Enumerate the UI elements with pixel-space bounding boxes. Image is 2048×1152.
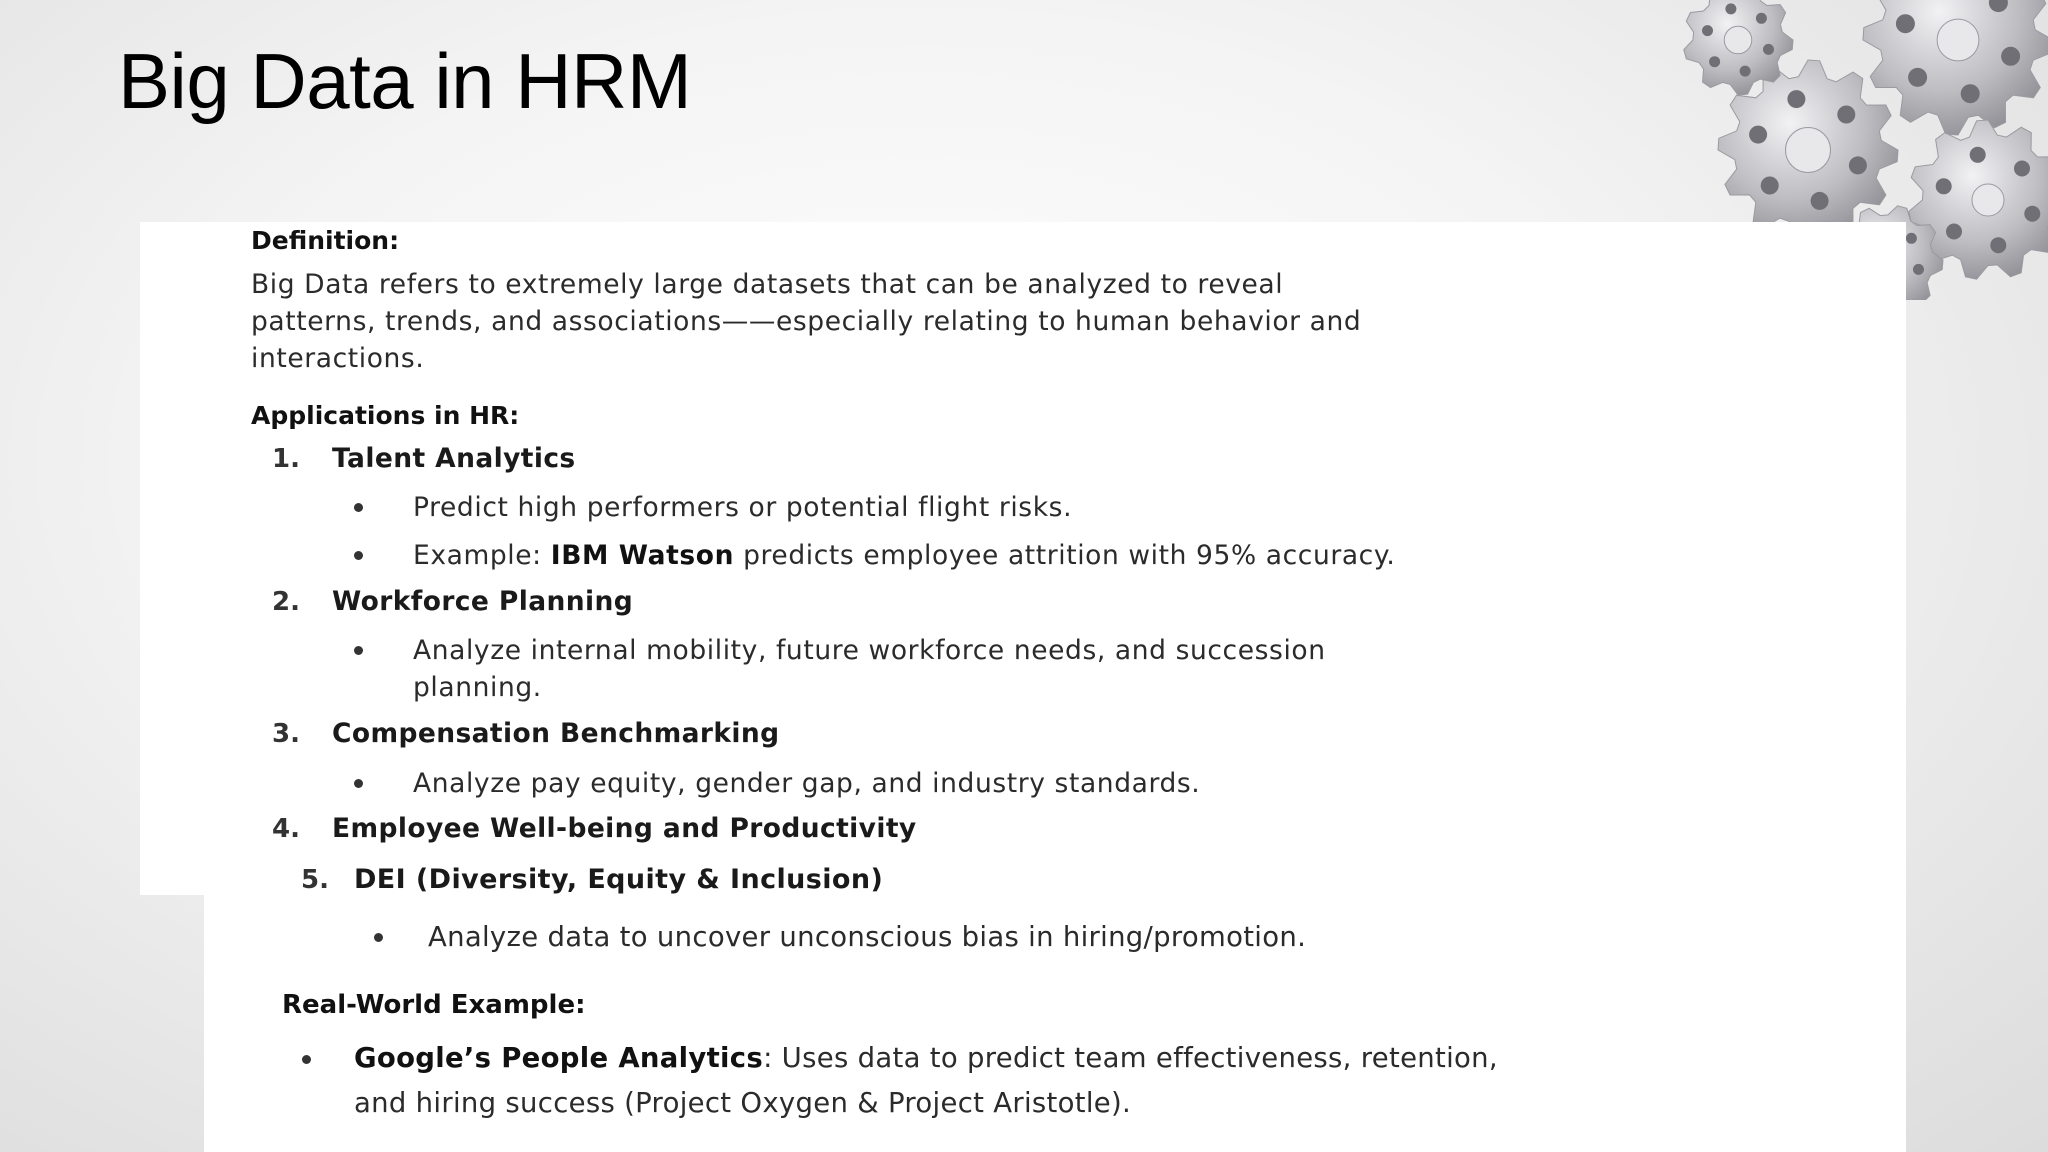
real-world-line-1	[354, 1042, 1498, 1074]
list-number-3: 3.	[272, 719, 300, 749]
gear-detail-icon	[1946, 224, 1962, 240]
gear-hole-icon	[1786, 128, 1831, 173]
ibm-watson-label: IBM Watson	[550, 540, 735, 571]
gear-detail-icon	[1970, 147, 1986, 163]
list-item-continuation: planning.	[413, 672, 542, 703]
gear-detail-icon	[1908, 68, 1927, 87]
bullet-icon	[354, 646, 363, 655]
slide-title: Big Data in HRM	[118, 37, 692, 125]
definition-line-3: interactions.	[251, 343, 425, 374]
list-number-4: 4.	[272, 814, 300, 844]
real-world-line-2: and hiring success (Project Oxygen & Project Aristotle).	[354, 1087, 1132, 1119]
gear-detail-icon	[1913, 264, 1924, 275]
bullet-icon	[354, 551, 363, 560]
applications-heading: Applications in HR:	[251, 401, 520, 430]
gear-detail-icon	[1837, 106, 1855, 124]
gear-detail-icon	[1749, 126, 1767, 144]
list-item: Predict high performers or potential flight risks.	[413, 492, 1073, 523]
gear-hole-icon	[1972, 184, 2004, 216]
gear-detail-icon	[1709, 56, 1720, 67]
gear-detail-icon	[1811, 192, 1829, 210]
list-item: Analyze internal mobility, future workforce needs, and succession	[413, 635, 1326, 666]
list-number-1: 1.	[272, 444, 300, 474]
bullet-icon	[354, 503, 363, 512]
real-world-heading: Real-World Example:	[282, 990, 586, 1020]
gear-detail-icon	[2014, 161, 2030, 177]
gear-detail-icon	[1763, 44, 1774, 55]
list-item	[413, 537, 1395, 574]
gear-detail-icon	[1702, 25, 1713, 36]
gear-detail-icon	[1906, 233, 1917, 244]
example-suffix: predicts employee attrition with 95% accuracy.	[734, 540, 1396, 571]
gear-hole-icon	[1724, 26, 1752, 54]
gear-detail-icon	[1740, 66, 1751, 77]
list-number-2: 2.	[272, 587, 300, 617]
list-number-5: 5.	[301, 865, 329, 895]
google-people-analytics-label: Google’s People Analytics	[354, 1042, 764, 1074]
gear-detail-icon	[1961, 84, 1980, 103]
gear-detail-icon	[1756, 13, 1767, 24]
gear-detail-icon	[1761, 177, 1779, 195]
gear-detail-icon	[1725, 3, 1736, 14]
bullet-icon	[302, 1055, 311, 1064]
bullet-icon	[374, 933, 383, 942]
gear-detail-icon	[1849, 156, 1867, 174]
gear-detail-icon	[2024, 206, 2040, 222]
item-title-employee-well-being: Employee Well-being and Productivity	[332, 813, 917, 844]
gear-detail-icon	[1896, 14, 1915, 33]
gear-hole-icon	[1937, 19, 1979, 61]
definition-line-2: patterns, trends, and associations——especially relating to human behavior and	[251, 306, 1362, 337]
definition-heading: Definition:	[251, 226, 400, 255]
item-title-dei: DEI (Diversity, Equity & Inclusion)	[354, 864, 884, 895]
item-title-talent-analytics: Talent Analytics	[332, 443, 576, 474]
example-prefix: Example:	[413, 540, 551, 571]
real-world-text: : Uses data to predict team effectiveness, retention,	[763, 1042, 1498, 1074]
gear-detail-icon	[1787, 90, 1805, 108]
gear-detail-icon	[1990, 237, 2006, 253]
definition-line-1: Big Data refers to extremely large datasets that can be analyzed to reveal	[251, 269, 1284, 300]
gear-detail-icon	[2001, 47, 2020, 66]
list-item: Analyze pay equity, gender gap, and industry standards.	[413, 768, 1201, 799]
item-title-compensation-benchmarking: Compensation Benchmarking	[332, 718, 780, 749]
item-title-workforce-planning: Workforce Planning	[332, 586, 634, 617]
gear-detail-icon	[1936, 178, 1952, 194]
list-item: Analyze data to uncover unconscious bias in hiring/promotion.	[428, 921, 1307, 953]
bullet-icon	[354, 779, 363, 788]
